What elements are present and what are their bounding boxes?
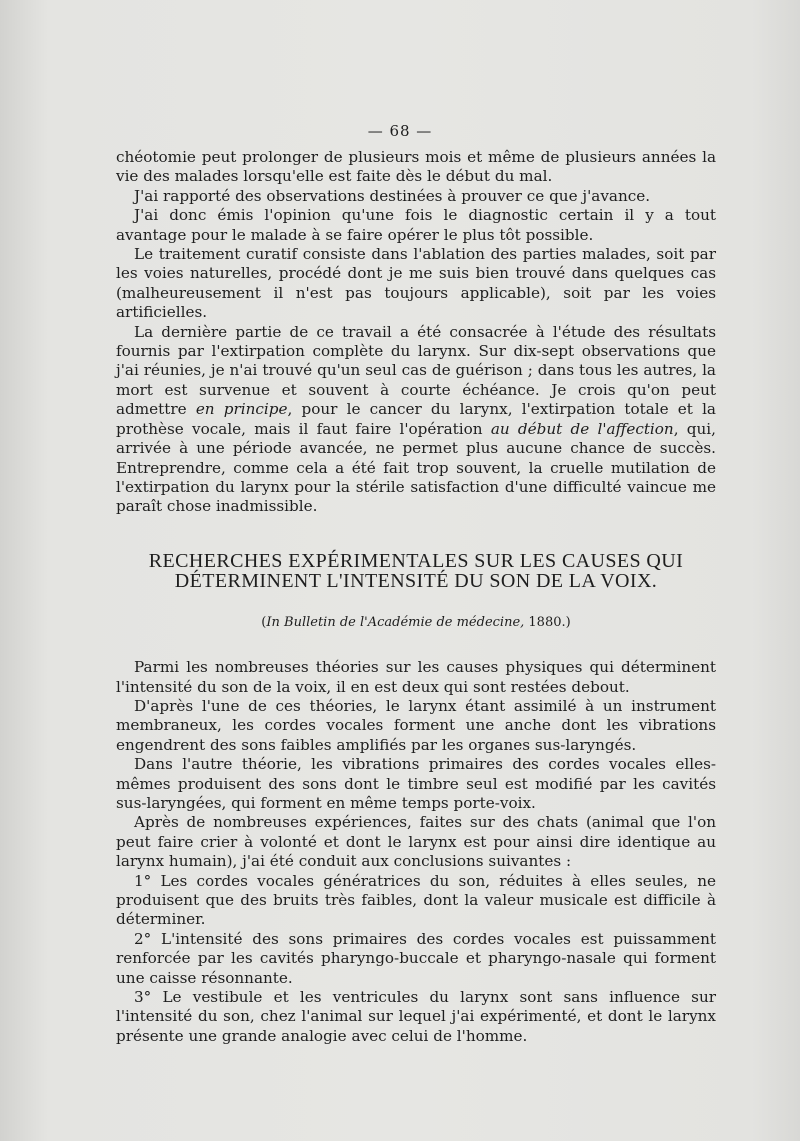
body-text	[116, 148, 716, 1046]
paragraph-conclusion	[116, 323, 716, 517]
paragraph-continuation: chéotomie peut prolonger de plusieurs mois et même de plusieurs années la vie des malades lorsqu'elle est faite dès le début du mal.	[116, 148, 716, 186]
section-title-line: RECHERCHES EXPÉRIMENTALES SUR LES CAUSES QUI	[148, 549, 684, 572]
section-title-line: DÉTERMINENT L'INTENSITÉ DU SON DE LA VOIX.	[174, 569, 658, 592]
conclusion-item: 3° Le vestibule et les ventricules du larynx sont sans influence sur l'intensité du son, chez l'animal sur lequel j'ai expérimenté, et dont le larynx présente une grande analogie avec celui de l'homme.	[116, 988, 716, 1045]
paragraph: D'après l'une de ces théories, le larynx étant assimilé à un instrument membraneux, les cordes vocales forment une anche dont les vibrations engendrent des sons faibles amplifiés par les organes sus-laryngés.	[116, 696, 716, 754]
paragraph: Après de nombreuses expériences, faites sur des chats (animal que l'on peut faire crier à volonté et dont le larynx est pour ainsi dire identique au larynx humain), j'ai été conduit aux conclusions suivantes :	[116, 813, 716, 871]
paragraph: J'ai rapporté des observations destinées à prouver ce que j'avance.	[134, 186, 651, 205]
citation-open: (	[261, 614, 267, 630]
text-run: , pour le cancer du larynx, l'extirpation totale et la prothèse vocale, mais il faut faire l'opération	[116, 400, 716, 438]
paragraph: Dans l'autre théorie, les vibrations primaires des cordes vocales elles-mêmes produisent des sons dont le timbre seul est modifié par les cavités sus-laryngées, qui forment en même temps porte-voix.	[116, 755, 716, 812]
citation-source: In Bulletin de l'Académie de médecine,	[266, 614, 525, 630]
conclusion-item: 1° Les cordes vocales génératrices du son, réduites à elles seules, ne produisent que des bruits très faibles, dont la valeur musicale est difficile à déterminer.	[116, 871, 716, 929]
citation-year: 1880.)	[524, 614, 571, 630]
citation	[116, 613, 716, 632]
emphasis-text: en principe	[195, 400, 288, 419]
text-run: La dernière partie de ce travail a été consacrée à l'étude des résultats fournis par l'extirpation complète du larynx. Sur dix-sept observations que j'ai réunies, je n'ai trouvé qu'un seul cas de guérison ; dans tous les autres, la mort est survenue et souvent à courte échéance. Je crois qu'on peut admettre	[116, 322, 716, 419]
paragraph: J'ai donc émis l'opinion qu'une fois le diagnostic certain il y a tout avantage pour le malade à se faire opérer le plus tôt possible.	[116, 206, 716, 244]
text-run: , qui, arrivée à une période avancée, ne permet plus aucune chance de succès. Entreprendre, comme cela a été fait trop souvent, la cruelle mutilation de l'extirpation du larynx pour la stérile satisfaction d'une difficulté vaincue me paraît chose inadmissible.	[116, 419, 716, 516]
section-title	[116, 551, 716, 591]
conclusion-item: 2° L'intensité des sons primaires des cordes vocales est puissamment renforcée par les cavités pharyngo-buccale et pharyngo-nasale qui forment une caisse résonnante.	[116, 929, 716, 987]
paragraph: Le traitement curatif consiste dans l'ablation des parties malades, soit par les voies naturelles, procédé dont je me suis bien trouvé dans quelques cas (malheureusement il n'est pas toujours applicable), soit par les voies artificielles.	[116, 245, 716, 322]
emphasis-text: au début de l'affection	[490, 419, 674, 438]
page-number: — 68 —	[367, 122, 433, 140]
paragraph: Parmi les nombreuses théories sur les causes physiques qui déterminent l'intensité du son de la voix, il en est deux qui sont restées debout.	[116, 658, 716, 696]
